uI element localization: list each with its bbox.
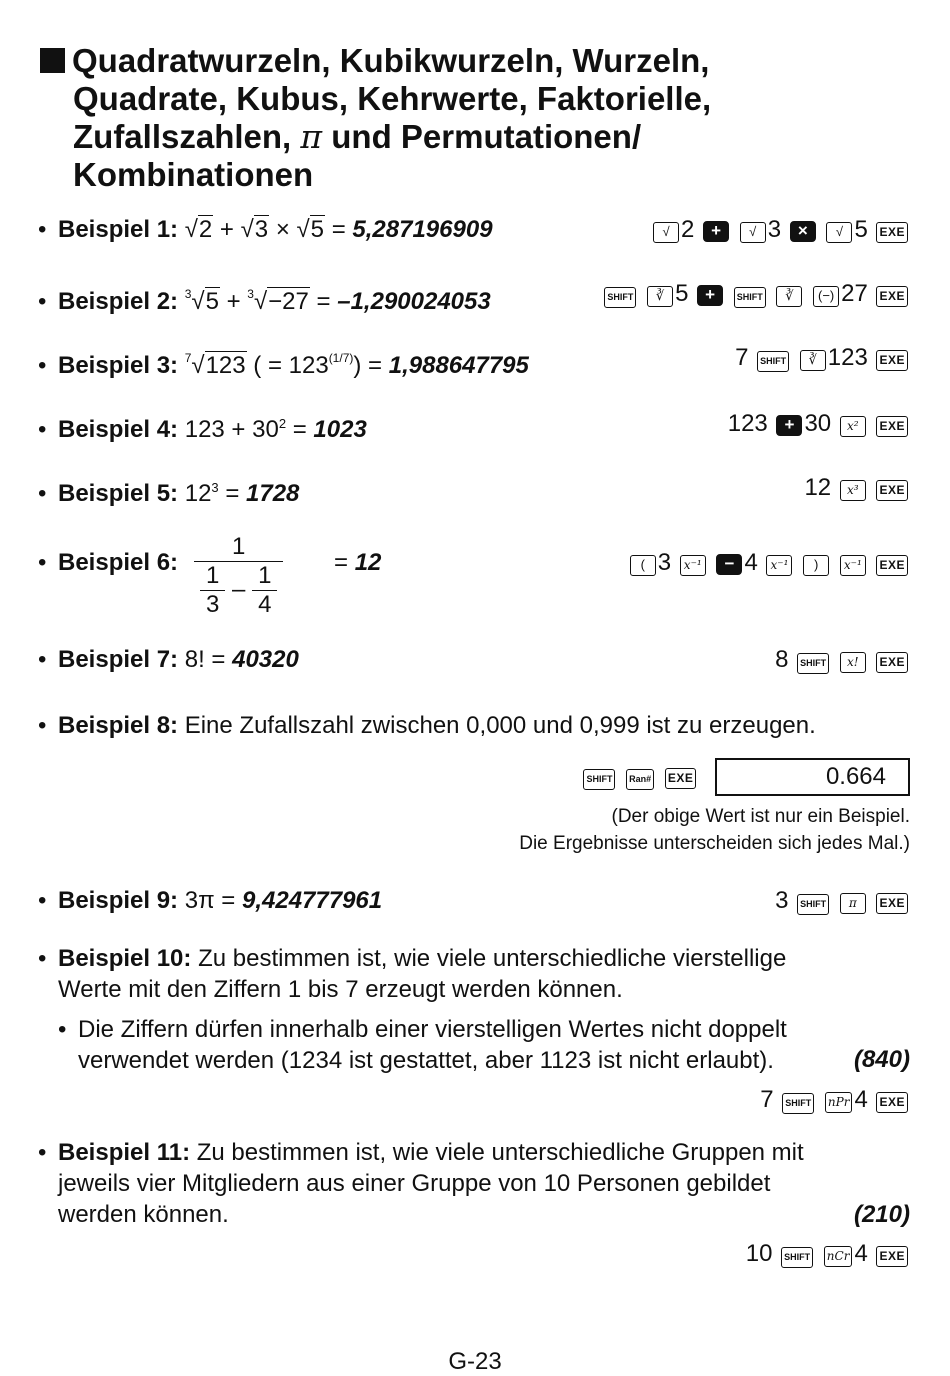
example-label: Beispiel 9: (58, 887, 179, 914)
equals-sign: = (334, 549, 349, 576)
bullet: • (38, 480, 47, 507)
exe-key: EXE (876, 555, 908, 576)
example-10-sub (58, 1014, 910, 1076)
example-expression: 3π = (184, 887, 236, 914)
key-digit: 5 (854, 216, 868, 243)
exe-key: EXE (876, 1092, 908, 1113)
key-sequence (651, 216, 910, 244)
key-digit: 30 (804, 410, 832, 437)
root-index: 3 (247, 287, 254, 301)
exe-key: EXE (665, 768, 697, 789)
example-label: Beispiel 6: (58, 549, 179, 576)
denominator: 4 (252, 590, 277, 619)
bullet: • (38, 416, 47, 443)
shift-key: SHIFT (734, 287, 766, 308)
cbrt-key: ∛ (776, 286, 802, 307)
combination-key: nCr (824, 1246, 853, 1267)
radicand: 3 (254, 216, 269, 243)
bullet: • (38, 887, 47, 914)
numerator: 1 (232, 533, 246, 560)
reciprocal-key: x⁻¹ (680, 555, 706, 576)
sub-text: verwendet werden (1234 ist gestattet, aber 1123 ist nicht erlaubt). (78, 1047, 774, 1074)
key-digit: 8 (775, 646, 789, 673)
shift-key: SHIFT (757, 351, 789, 372)
key-sequence (804, 474, 910, 502)
example-result: 1,988647795 (388, 352, 529, 379)
expression-part: ( = 123 (253, 352, 329, 379)
example-10-keys (760, 1086, 910, 1114)
key-digit: 3 (657, 549, 672, 576)
radicand: 2 (198, 216, 213, 243)
negative-key: (−) (813, 286, 839, 307)
bullet: • (38, 549, 47, 576)
key-sequence (728, 410, 910, 438)
example-label: Beispiel 4: (58, 416, 179, 443)
bullet: • (38, 646, 47, 673)
radicand: 5 (205, 288, 219, 315)
example-label: Beispiel 5: (58, 480, 179, 507)
key-digit: 3 (775, 887, 789, 914)
exe-key: EXE (876, 286, 908, 307)
example-result: 40320 (232, 646, 299, 673)
permutation-key: nPr (825, 1092, 853, 1113)
heading-line-1: Quadratwurzeln, Kubikwurzeln, Wurzeln, (72, 42, 710, 79)
shift-key: SHIFT (797, 894, 829, 915)
example-result: 1023 (313, 416, 367, 443)
denominator (194, 561, 283, 619)
heading-line-4: Kombinationen (73, 156, 314, 193)
bullet: • (38, 216, 47, 243)
radical-sign: √ (191, 352, 205, 379)
shift-key: SHIFT (604, 287, 636, 308)
exe-key: EXE (876, 652, 908, 673)
example-text: werden können. (58, 1201, 229, 1228)
note-line-1: (Der obige Wert ist nur ein Beispiel. (611, 806, 910, 827)
example-11 (38, 1137, 910, 1230)
bullet: • (38, 1139, 47, 1166)
complex-fraction (194, 533, 283, 619)
cbrt-key: ∛ (647, 286, 673, 307)
exponent: 3 (211, 480, 219, 495)
expression-part: ) (353, 352, 362, 379)
page-number: G-23 (448, 1348, 502, 1375)
key-digit: 2 (681, 216, 695, 243)
key-digit: 12 (804, 474, 832, 501)
exe-key: EXE (876, 222, 908, 243)
close-paren-key: ) (803, 555, 829, 576)
square-bullet-icon (40, 48, 65, 73)
plus-key: + (703, 221, 729, 242)
example-1 (38, 216, 910, 244)
exe-key: EXE (876, 1246, 908, 1267)
key-sequence (602, 280, 910, 308)
example-text: jeweils vier Mitgliedern aus einer Gruppe von 10 Personen gebildet (58, 1170, 771, 1197)
sub-text: Die Ziffern dürfen innerhalb einer vierstelligen Wertes nicht doppelt (78, 1016, 787, 1043)
key-digit: 27 (841, 280, 868, 307)
fraction (194, 533, 283, 619)
equals-sign: = (292, 416, 307, 443)
radical-sign: √ (191, 288, 205, 315)
radical-sign: √ (253, 288, 268, 315)
bullet: • (38, 712, 47, 739)
radicand: −27 (268, 288, 309, 315)
example-result: 12 (354, 549, 382, 576)
exe-key: EXE (876, 893, 908, 914)
key-sequence (775, 646, 910, 674)
reciprocal-key: x⁻¹ (840, 555, 866, 576)
example-text: Zu bestimmen ist, wie viele unterschiedliche Gruppen mit (196, 1139, 804, 1166)
times-key: × (790, 221, 816, 242)
fraction (252, 562, 277, 619)
example-expression: 123 + 30 (184, 416, 279, 443)
equals-sign: = (368, 352, 383, 379)
example-4 (38, 410, 910, 444)
example-result: –1,290024053 (337, 288, 491, 315)
example-6 (38, 533, 910, 633)
note-line-2: Die Ergebnisse unterscheiden sich jedes Mal.) (519, 833, 910, 854)
plus-key: + (697, 285, 723, 306)
key-sequence (628, 549, 910, 577)
root-key: ∛ (800, 350, 826, 371)
example-2-expression (185, 288, 491, 315)
key-sequence (775, 887, 910, 915)
example-7 (38, 646, 910, 674)
radicand: 123 (205, 352, 246, 379)
key-digit: 4 (744, 549, 758, 576)
example-5 (38, 474, 910, 508)
open-paren-key: ( (630, 555, 656, 576)
shift-key: SHIFT (781, 1247, 813, 1268)
radical-sign: √ (240, 216, 254, 243)
exe-key: EXE (876, 416, 908, 437)
example-label: Beispiel 8: (58, 712, 179, 739)
times-sign: × (275, 216, 290, 243)
sqrt-key: √ (826, 222, 852, 243)
radicand: 5 (310, 216, 325, 243)
example-text: Zu bestimmen ist, wie viele unterschiedliche vierstellige (198, 945, 787, 972)
square-key: x² (840, 416, 866, 437)
exe-key: EXE (876, 480, 908, 501)
bullet: • (58, 1016, 67, 1043)
plus-sign: + (226, 288, 241, 315)
example-label: Beispiel 10: (58, 945, 192, 972)
exponent: (1/7) (328, 351, 354, 365)
example-result: 5,287196909 (352, 216, 493, 243)
example-9 (38, 887, 910, 915)
example-label: Beispiel 3: (58, 352, 179, 379)
example-2 (38, 280, 910, 316)
example-answer: (840) (853, 1046, 910, 1073)
key-digit: 4 (854, 1086, 868, 1113)
key-digit: 10 (745, 1240, 773, 1267)
example-result: 1728 (246, 480, 300, 507)
calculator-display: 0.664 (715, 758, 910, 796)
cube-key: x³ (840, 480, 866, 501)
pi-symbol: π (300, 117, 323, 156)
root-index: 3 (184, 287, 192, 301)
example-label: Beispiel 1: (58, 216, 179, 243)
exe-key: EXE (876, 350, 908, 371)
example-expression: 8! = (184, 646, 226, 673)
numerator: 1 (258, 562, 272, 589)
bullet: • (38, 352, 47, 379)
heading-line-3a: Zufallszahlen, (73, 118, 292, 155)
bullet: • (38, 288, 47, 315)
heading-line-3b: und Permutationen/ (331, 118, 642, 155)
shift-key: SHIFT (797, 653, 829, 674)
example-label: Beispiel 11: (58, 1139, 191, 1166)
equals-sign: = (331, 216, 346, 243)
minus-sign: – (232, 575, 246, 603)
shift-key: SHIFT (583, 769, 615, 790)
example-text: Eine Zufallszahl zwischen 0,000 und 0,999 ist zu erzeugen. (184, 712, 816, 739)
equals-sign: = (316, 288, 331, 315)
example-8-keys (581, 758, 910, 796)
shift-key: SHIFT (782, 1093, 814, 1114)
key-digit: 5 (675, 280, 689, 307)
example-8 (38, 712, 910, 740)
bullet: • (38, 945, 47, 972)
minus-key: − (716, 554, 742, 575)
sqrt-key: √ (653, 222, 679, 243)
heading-line-2: Quadrate, Kubus, Kehrwerte, Faktorielle, (73, 80, 712, 117)
reciprocal-key: x⁻¹ (766, 555, 792, 576)
example-label: Beispiel 7: (58, 646, 179, 673)
example-answer: (210) (853, 1201, 910, 1228)
example-text: Werte mit den Ziffern 1 bis 7 erzeugt werden können. (58, 976, 623, 1003)
numerator: 1 (206, 562, 220, 589)
pi-key: π (840, 893, 866, 914)
example-1-expression (185, 215, 493, 243)
fraction (200, 562, 225, 619)
key-sequence (735, 344, 910, 372)
plus-key: + (776, 415, 802, 436)
denominator: 3 (200, 590, 225, 619)
root-index: 7 (184, 351, 192, 365)
plus-sign: + (219, 216, 234, 243)
section-heading (40, 42, 920, 194)
radical-sign: √ (296, 216, 310, 243)
example-expression: 12 (184, 480, 212, 507)
example-3-expression (185, 352, 529, 379)
key-digit: 123 (827, 344, 868, 371)
factorial-key: x! (840, 652, 866, 673)
example-result: 9,424777961 (241, 887, 383, 914)
key-digit: 7 (760, 1086, 774, 1113)
example-11-keys (746, 1240, 910, 1268)
radical-sign: √ (184, 216, 198, 243)
sqrt-key: √ (740, 222, 766, 243)
key-digit: 7 (735, 344, 749, 371)
key-digit: 4 (854, 1240, 868, 1267)
key-digit: 123 (727, 410, 768, 437)
key-digit: 3 (767, 216, 782, 243)
example-label: Beispiel 2: (58, 288, 179, 315)
example-10 (38, 943, 910, 1005)
exponent: 2 (278, 416, 287, 431)
equals-sign: = (225, 480, 240, 507)
example-8-note (519, 803, 910, 857)
example-3 (38, 344, 910, 380)
random-key: Ran# (626, 769, 654, 790)
